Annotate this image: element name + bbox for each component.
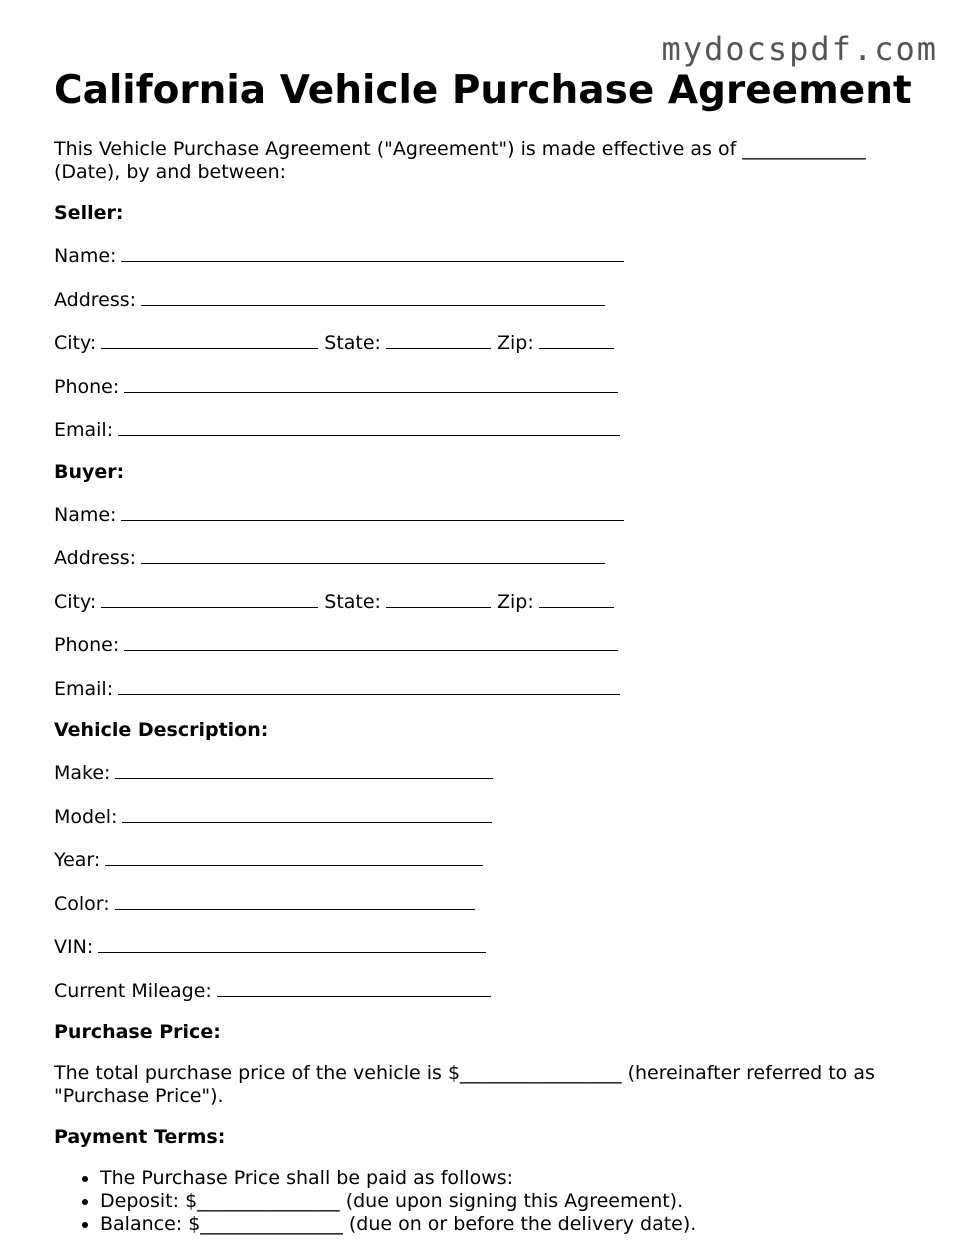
payment-list	[54, 1167, 924, 1236]
price-line-1: The total purchase price of the vehicle is $_________________ (hereinafter referred to as	[54, 1062, 875, 1084]
seller-address-blank[interactable]	[141, 287, 605, 306]
seller-email-field[interactable]	[54, 417, 924, 442]
seller-email-blank[interactable]	[118, 417, 620, 436]
buyer-city-label: City:	[54, 590, 97, 613]
buyer-phone-field[interactable]	[54, 632, 924, 657]
buyer-name-field[interactable]	[54, 502, 924, 527]
price-heading: Purchase Price:	[54, 1021, 221, 1043]
intro-paragraph	[54, 138, 924, 184]
seller-heading: Seller:	[54, 202, 124, 224]
seller-phone-blank[interactable]	[124, 374, 618, 393]
seller-name-blank[interactable]	[121, 243, 624, 262]
seller-zip-label: Zip:	[496, 332, 534, 354]
vehicle-mileage-blank[interactable]	[217, 978, 491, 997]
price-paragraph	[54, 1062, 924, 1108]
buyer-phone-blank[interactable]	[124, 632, 618, 651]
vehicle-make-field[interactable]	[54, 760, 924, 785]
vehicle-model-field[interactable]	[54, 804, 924, 829]
buyer-phone-label: Phone:	[54, 634, 120, 656]
buyer-zip-blank[interactable]	[539, 589, 614, 608]
seller-zip-blank[interactable]	[539, 330, 614, 349]
seller-address-field[interactable]	[54, 287, 924, 312]
buyer-heading: Buyer:	[54, 460, 125, 483]
seller-city-label: City:	[54, 332, 97, 354]
seller-state-blank[interactable]	[386, 330, 491, 349]
payment-heading: Payment Terms:	[54, 1126, 226, 1148]
vehicle-year-field[interactable]	[54, 847, 924, 872]
vehicle-year-label: Year:	[54, 849, 101, 871]
vehicle-heading: Vehicle Description:	[54, 719, 269, 741]
buyer-address-blank[interactable]	[141, 545, 605, 564]
buyer-state-blank[interactable]	[386, 589, 491, 608]
list-item: • Deposit: $_______________ (due upon signing this Agreement).	[100, 1190, 924, 1213]
vehicle-vin-blank[interactable]	[98, 934, 486, 953]
buyer-address-label: Address:	[54, 547, 137, 569]
seller-address-label: Address:	[54, 288, 137, 311]
vehicle-model-label: Model:	[54, 805, 118, 828]
seller-name-field[interactable]	[54, 243, 924, 268]
seller-city-state-zip-field[interactable]	[54, 330, 924, 355]
document-page	[54, 68, 924, 1236]
price-line-2: "Purchase Price").	[54, 1085, 224, 1107]
page-title: California Vehicle Purchase Agreement	[54, 68, 912, 113]
buyer-email-field[interactable]	[54, 676, 924, 701]
seller-phone-label: Phone:	[54, 375, 120, 398]
list-item: • The Purchase Price shall be paid as follows:	[100, 1167, 924, 1190]
buyer-email-blank[interactable]	[118, 676, 620, 695]
buyer-email-label: Email:	[54, 677, 114, 700]
buyer-name-label: Name:	[54, 503, 117, 526]
buyer-state-label: State:	[324, 590, 381, 613]
seller-state-label: State:	[324, 332, 381, 354]
vehicle-vin-field[interactable]	[54, 934, 924, 959]
watermark: mydocspdf.com	[661, 30, 938, 68]
buyer-address-field[interactable]	[54, 545, 924, 570]
vehicle-color-blank[interactable]	[115, 891, 475, 910]
buyer-name-blank[interactable]	[121, 502, 624, 521]
vehicle-vin-label: VIN:	[54, 936, 94, 958]
buyer-city-blank[interactable]	[101, 589, 318, 608]
vehicle-make-label: Make:	[54, 762, 111, 784]
vehicle-make-blank[interactable]	[115, 760, 493, 779]
seller-city-blank[interactable]	[101, 330, 318, 349]
list-item: • Balance: $_______________ (due on or before the delivery date).	[100, 1213, 924, 1236]
vehicle-mileage-field[interactable]	[54, 978, 924, 1003]
vehicle-color-label: Color:	[54, 892, 110, 915]
vehicle-color-field[interactable]	[54, 891, 924, 916]
buyer-city-state-zip-field[interactable]	[54, 589, 924, 614]
seller-email-label: Email:	[54, 419, 114, 441]
vehicle-year-blank[interactable]	[105, 847, 483, 866]
seller-phone-field[interactable]	[54, 374, 924, 399]
vehicle-model-blank[interactable]	[122, 804, 492, 823]
seller-name-label: Name:	[54, 245, 117, 267]
vehicle-mileage-label: Current Mileage:	[54, 979, 212, 1002]
intro-line-2: (Date), by and between:	[54, 161, 287, 183]
buyer-zip-label: Zip:	[496, 590, 534, 613]
intro-line-1: This Vehicle Purchase Agreement ("Agreement") is made effective as of _____________	[54, 138, 866, 160]
